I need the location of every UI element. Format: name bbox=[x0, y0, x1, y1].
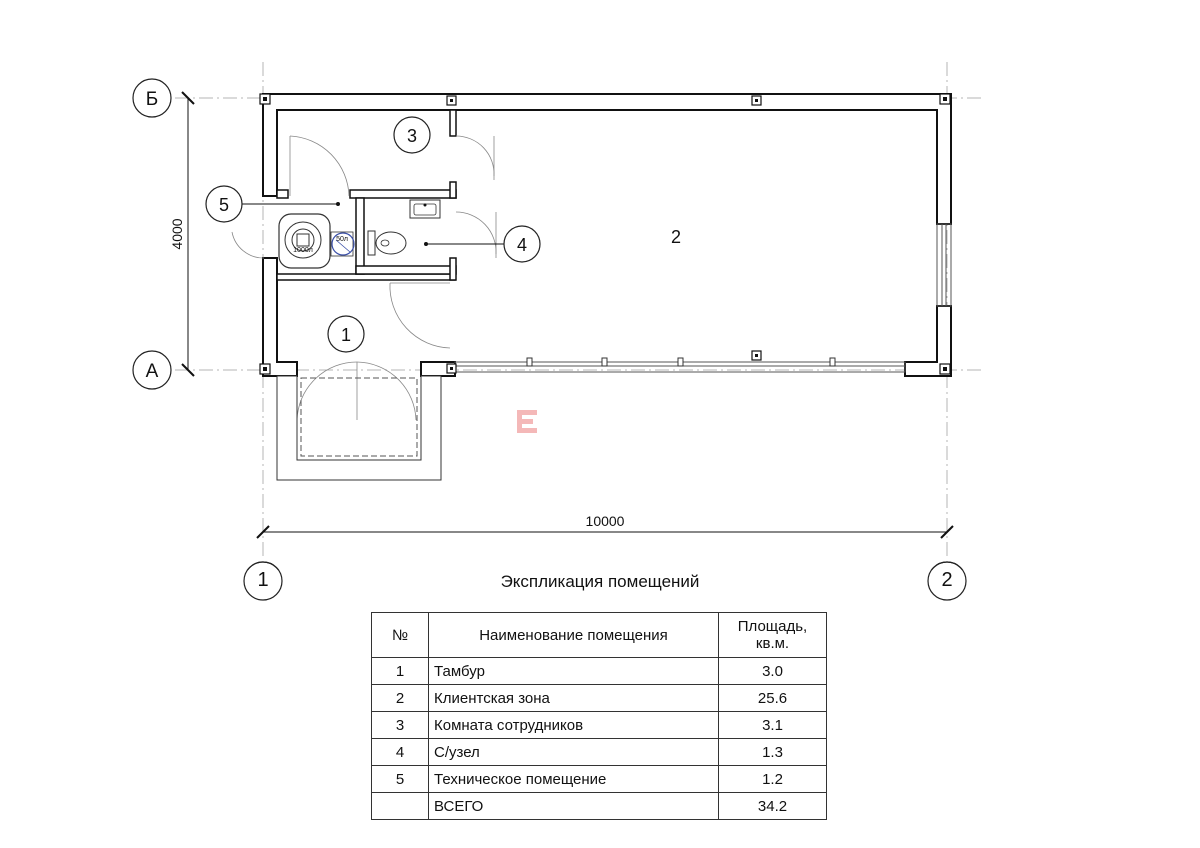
table-row bbox=[372, 739, 827, 766]
row-num: 3 bbox=[372, 712, 429, 739]
room-tag-4: 4 bbox=[516, 235, 528, 255]
row-name: С/узел bbox=[429, 739, 719, 766]
row-area: 1.3 bbox=[719, 739, 827, 766]
total-num-empty bbox=[372, 793, 429, 820]
row-name: Тамбур bbox=[429, 658, 719, 685]
water-tank bbox=[279, 214, 330, 268]
heater-label: 50л bbox=[336, 236, 348, 243]
axis-label-1: 1 bbox=[257, 569, 269, 591]
row-name: Техническое помещение bbox=[429, 766, 719, 793]
entry-porch bbox=[277, 376, 441, 480]
header-area-line2: кв.м. bbox=[755, 635, 790, 652]
table-row bbox=[372, 712, 827, 739]
row-name: Комната сотрудников bbox=[429, 712, 719, 739]
explication-table bbox=[371, 612, 827, 820]
tank-label: 1000л bbox=[293, 247, 313, 254]
table-row bbox=[372, 685, 827, 712]
dimension-width: 10000 bbox=[585, 513, 625, 529]
header-area bbox=[719, 613, 827, 658]
total-area: 34.2 bbox=[719, 793, 827, 820]
axis-label-2: 2 bbox=[941, 569, 953, 591]
row-area: 1.2 bbox=[719, 766, 827, 793]
row-num: 1 bbox=[372, 658, 429, 685]
room-tag-2: 2 bbox=[670, 227, 682, 247]
row-area: 3.1 bbox=[719, 712, 827, 739]
table-total-row bbox=[372, 793, 827, 820]
header-name: Наименование помещения bbox=[429, 613, 719, 658]
room-tag-3: 3 bbox=[406, 126, 418, 146]
room-tag-5: 5 bbox=[218, 195, 230, 215]
header-area-line1: Площадь, bbox=[737, 618, 808, 635]
table-row bbox=[372, 658, 827, 685]
row-num: 4 bbox=[372, 739, 429, 766]
row-num: 5 bbox=[372, 766, 429, 793]
axis-label-b: Б bbox=[145, 89, 159, 110]
dimension-height: 4000 bbox=[169, 218, 185, 250]
row-area: 3.0 bbox=[719, 658, 827, 685]
row-name: Клиентская зона bbox=[429, 685, 719, 712]
axis-label-a: А bbox=[145, 361, 159, 382]
room-tag-1: 1 bbox=[340, 325, 352, 345]
row-area: 25.6 bbox=[719, 685, 827, 712]
table-row bbox=[372, 766, 827, 793]
watermark-logo bbox=[517, 410, 537, 433]
window-right bbox=[937, 224, 951, 306]
header-num: № bbox=[372, 613, 429, 658]
toilet bbox=[368, 231, 406, 255]
sink bbox=[410, 200, 440, 218]
row-num: 2 bbox=[372, 685, 429, 712]
explication-title: Экспликация помещений bbox=[500, 572, 700, 591]
total-label: ВСЕГО bbox=[429, 793, 719, 820]
walls bbox=[263, 94, 951, 376]
table-header-row bbox=[372, 613, 827, 658]
